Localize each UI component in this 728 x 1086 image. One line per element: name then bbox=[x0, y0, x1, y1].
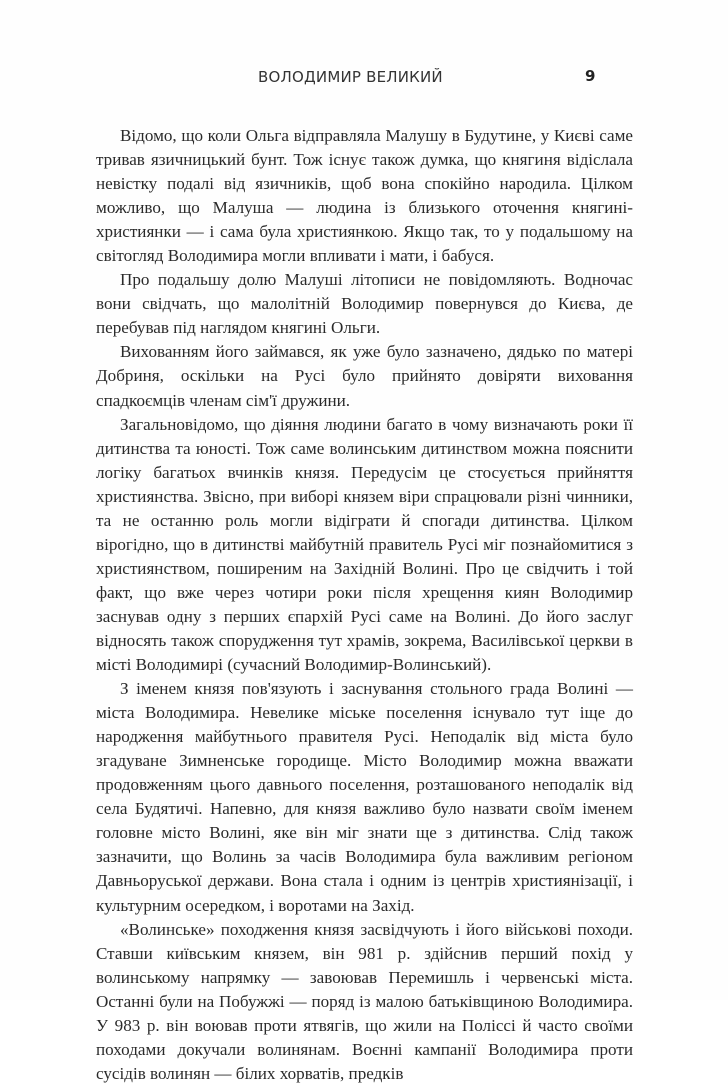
paragraph: Загальновідомо, що діяння людини багато в чому визначають роки її дитинства та юності. Тож саме волинським дитинством можна пояснити логіку багатьох вчинків князя. Передусім це стосується прийняття християнства. Звісно, при виборі князем віри спрацювали різні чинники, та не останню роль могли відіграти й спогади дитинства. Цілком вірогідно, що в дитинстві майбутній правитель Русі міг познайомитися з християнством, поширеним на Західній Волині. Про це свідчить і той факт, що вже через чотири роки після хрещення киян Володимир заснував одну з перших єпархій Русі саме на Волині. До його заслуг відносять також спорудження тут храмів, зокрема, Василівської церкви в місті Володимирі (сучасний Володимир-Волинський). bbox=[96, 414, 633, 675]
page-number: 9 bbox=[585, 67, 596, 85]
paragraph: Вихованням його займався, як уже було зазначено, дядько по матері Добриня, оскільки на Русі було прийнято довіряти виховання спадкоємців членам сім'ї дружини. bbox=[96, 342, 633, 410]
paragraph: З іменем князя пов'язують і заснування стольного града Волині — міста Володимира. Невелике міське поселення існувало тут іще до народження майбутнього правителя Русі. Неподалік від міста було згадуване Зимненське городище. Місто Володимир можна вважати продовженням цього давнього поселення, розташованого неподалік від села Будятичі. Напевно, для князя важливо було назвати своїм іменем головне місто Волині, яке він міг знати ще з дитинства. Слід також зазначити, що Волинь за часів Володимира була важливим регіоном Давньоруської держави. Вона стала і одним із центрів християнізації, і культурним осередком, і воротами на Захід. bbox=[96, 679, 633, 915]
running-title: ВОЛОДИМИР ВЕЛИКИЙ bbox=[258, 68, 443, 86]
paragraph: Відомо, що коли Ольга відправляла Малушу в Будутине, у Києві саме тривав язичницький бунт. Тож існує також думка, що княгиня відіслала невістку подалі від язичників, щоб вона спокійно народила. Цілком можливо, що Малуша — людина із близького оточення княгині-християнки — і сама була християнкою. Якщо так, то у подальшому на світогляд Володимира могли впливати і мати, і бабуся. bbox=[96, 126, 633, 266]
body-text bbox=[96, 124, 633, 1086]
paragraph: «Волинське» походження князя засвідчують і його військові походи. Ставши київським князем, він 981 р. здійснив перший похід у волинському напрямку — завоював Перемишль і червенські міста. Останні були на Побужжі — поряд із малою батьківщиною Володимира. У 983 р. він воював проти ятвягів, що жили на Поліссі й часто своїми походами докучали волинянам. Воєнні кампанії Володимира проти сусідів волинян — білих хорватів, предків bbox=[96, 919, 633, 1083]
paragraph: Про подальшу долю Малуші літописи не повідомляють. Водночас вони свідчать, що малолітній Володимир повернувся до Києва, де перебував під наглядом княгині Ольги. bbox=[96, 270, 633, 338]
running-head bbox=[0, 66, 728, 90]
